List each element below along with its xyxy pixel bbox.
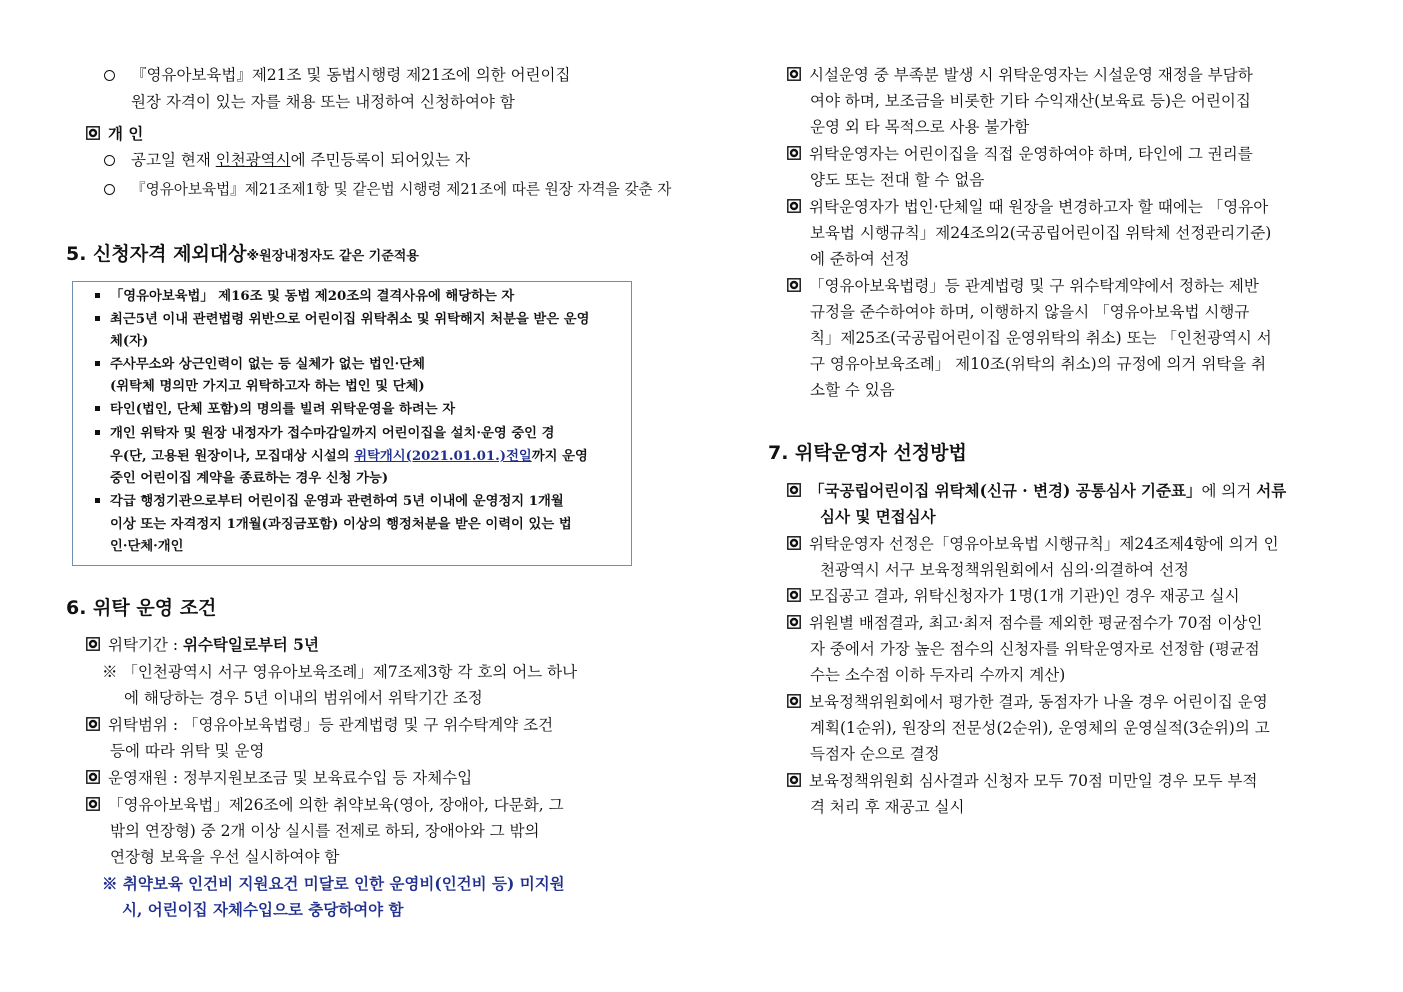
exclusion-item: 각급 행정기관으로부터 어린이집 운영과 관련하여 5년 이내에 운영정지 1개월 <box>95 492 564 512</box>
square-ring-bullet-icon <box>787 694 801 708</box>
square-bullet-icon <box>95 498 100 503</box>
condition-item: 위탁운영자는 어린이집을 직접 운영하여야 하며, 타인에 그 권리를 <box>787 143 1253 165</box>
condition-item-cont: 여야 하며, 보조금을 비롯한 기타 수익재산(보육료 등)은 어린이집 <box>810 92 1251 110</box>
selection-item-cont: 자 중에서 가장 높은 점수의 신청자를 위탁운영자로 선정함 (평균점 <box>810 640 1260 658</box>
selection-item: 모집공고 결과, 위탁신청자가 1명(1개 기관)인 경우 재공고 실시 <box>787 585 1240 607</box>
condition-item-cont: 보육법 시행규칙」제24조의2(국공립어린이집 위탁체 선정관리기준) <box>810 224 1272 242</box>
section-7-title: 7. 위탁운영자 선정방법 <box>768 442 967 464</box>
condition-item-cont: 양도 또는 전대 할 수 없음 <box>810 171 985 189</box>
condition-item-cont: 구 영유아보육조례」 제10조(위탁의 취소)의 규정에 의거 위탁을 취 <box>810 355 1267 373</box>
square-ring-bullet-icon <box>787 536 801 550</box>
exclusion-item-cont: (위탁체 명의만 가지고 위탁하고자 하는 법인 및 단체) <box>110 379 425 394</box>
individual-item: 『영유아보육법』제21조제1항 및 같은법 시행령 제21조에 따른 원장 자격을 갖춘 자 <box>104 179 671 201</box>
square-bullet-icon <box>95 293 100 298</box>
square-ring-bullet-icon <box>86 126 100 140</box>
incheon-link[interactable]: 인천광역시 <box>215 151 291 169</box>
selection-item: 위원별 배점결과, 최고·최저 점수를 제외한 평균점수가 70점 이상인 <box>787 612 1262 634</box>
selection-item: 위탁운영자 선정은「영유아보육법 시행규칙」제24조제4항에 의거 인 <box>787 533 1279 555</box>
section-6-title: 6. 위탁 운영 조건 <box>66 597 217 619</box>
period-note: 에 해당하는 경우 5년 이내의 범위에서 위탁기간 조정 <box>124 689 483 707</box>
care-item-cont: 밖의 연장형) 중 2개 이상 실시를 전제로 하되, 장애아와 그 밖의 <box>110 822 540 840</box>
selection-item-cont: 득점자 순으로 결정 <box>810 745 940 763</box>
condition-item-cont: 운영 외 타 목적으로 사용 불가함 <box>810 118 1030 136</box>
square-bullet-icon <box>95 316 100 321</box>
selection-item-cont: 천광역시 서구 보육정책위원회에서 심의·의결하여 선정 <box>820 561 1190 579</box>
square-bullet-icon <box>95 361 100 366</box>
exclusion-item: 개인 위탁자 및 원장 내정자가 접수마감일까지 어린이집을 설치·운영 중인 경 <box>95 424 554 444</box>
circle-bullet-icon <box>104 155 115 166</box>
exclusion-item-cont: 이상 또는 자격정지 1개월(과징금포함) 이상의 행정처분을 받은 이력이 있는 법 <box>110 517 572 532</box>
square-ring-bullet-icon <box>86 637 100 651</box>
square-ring-bullet-icon <box>787 483 801 497</box>
selection-item: 「국공립어린이집 위탁체(신규 · 변경) 공통심사 기준표」에 의거 서류 <box>787 480 1286 502</box>
intro-line: 원장 자격이 있는 자를 채용 또는 내정하여 신청하여야 함 <box>131 93 515 111</box>
warning-note: ※ 취약보육 인건비 지원요건 미달로 인한 운영비(인건비 등) 미지원 <box>102 874 565 893</box>
condition-item: 위탁운영자가 법인·단체일 때 원장을 변경하고자 할 때에는 「영유아 <box>787 196 1268 218</box>
condition-item-cont: 에 준하여 선정 <box>810 250 910 268</box>
condition-item-cont: 칙」제25조(국공립어린이집 운영위탁의 취소) 또는 「인천광역시 서 <box>810 329 1272 347</box>
exclusion-item-cont: 중인 어린이집 계약을 종료하는 경우 신청 가능) <box>110 471 389 486</box>
selection-item-cont: 격 처리 후 재공고 실시 <box>810 798 965 816</box>
contract-date-link[interactable]: 위탁개시(2021.01.01.)전일 <box>354 449 532 464</box>
circle-bullet-icon <box>104 70 115 81</box>
period-note: ※ 「인천광역시 서구 영유아보육조례」제7조제3항 각 호의 어느 하나 <box>102 663 578 681</box>
individual-heading: 개 인 <box>86 123 143 145</box>
exclusion-item: 최근5년 이내 관련법령 위반으로 어린이집 위탁취소 및 위탁해지 처분을 받은 운영 <box>95 310 589 330</box>
funding-item: 운영재원 : 정부지원보조금 및 보육료수입 등 자체수입 <box>86 767 472 789</box>
period-item: 위탁기간 : 위수탁일로부터 5년 <box>86 634 319 656</box>
care-item: 「영유아보육법」제26조에 의한 취약보육(영아, 장애아, 다문화, 그 <box>86 794 564 816</box>
intro-line: 『영유아보육법』제21조 및 동법시행령 제21조에 의한 어린이집 <box>104 64 570 86</box>
circle-bullet-icon <box>104 184 115 195</box>
square-bullet-icon <box>95 406 100 411</box>
condition-item-cont: 소할 수 있음 <box>810 381 895 399</box>
exclusion-item-cont: 인·단체·개인 <box>110 539 184 554</box>
exclusion-item: 타인(법인, 단체 포함)의 명의를 빌려 위탁운영을 하려는 자 <box>95 400 455 420</box>
square-ring-bullet-icon <box>787 615 801 629</box>
section-5-note: ※원장내정자도 같은 기준적용 <box>246 249 419 264</box>
individual-item: 공고일 현재 인천광역시에 주민등록이 되어있는 자 <box>104 149 470 171</box>
selection-item: 보육정책위원회에서 평가한 결과, 동점자가 나올 경우 어린이집 운영 <box>787 691 1268 713</box>
square-ring-bullet-icon <box>787 199 801 213</box>
care-item-cont: 연장형 보육을 우선 실시하여야 함 <box>110 848 340 866</box>
warning-note: 시, 어린이집 자체수입으로 충당하여야 함 <box>122 900 404 919</box>
scope-item-cont: 등에 따라 위탁 및 운영 <box>110 742 265 760</box>
square-ring-bullet-icon <box>787 773 801 787</box>
square-ring-bullet-icon <box>86 770 100 784</box>
square-ring-bullet-icon <box>787 67 801 81</box>
exclusion-item: 「영유아보육법」 제16조 및 동법 제20조의 결격사유에 해당하는 자 <box>95 287 514 307</box>
exclusion-item-cont: 우(단, 고용된 원장이나, 모집대상 시설의 위탁개시(2021.01.01.)전일까지 운영 <box>110 449 588 464</box>
selection-item-cont: 심사 및 면접심사 <box>820 507 936 526</box>
square-ring-bullet-icon <box>787 588 801 602</box>
selection-item-cont: 수는 소수점 이하 두자리 수까지 계산) <box>810 666 1066 684</box>
square-ring-bullet-icon <box>86 797 100 811</box>
square-ring-bullet-icon <box>787 146 801 160</box>
exclusion-item: 주사무소와 상근인력이 없는 등 실체가 없는 법인·단체 <box>95 355 425 375</box>
square-bullet-icon <box>95 430 100 435</box>
section-5-title: 5. 신청자격 제외대상※원장내정자도 같은 기준적용 <box>66 243 419 265</box>
selection-item-cont: 계획(1순위), 원장의 전문성(2순위), 운영체의 운영실적(3순위)의 고 <box>810 719 1270 737</box>
condition-item-cont: 규정을 준수하여야 하며, 이행하지 않을시 「영유아보육법 시행규 <box>810 303 1250 321</box>
square-ring-bullet-icon <box>86 717 100 731</box>
condition-item: 「영유아보육법령」등 관계법령 및 구 위수탁계약에서 정하는 제반 <box>787 275 1259 297</box>
exclusion-item-cont: 체(자) <box>110 334 149 349</box>
square-ring-bullet-icon <box>787 278 801 292</box>
scope-item: 위탁범위 : 「영유아보육법령」등 관계법령 및 구 위수탁계약 조건 <box>86 714 553 736</box>
condition-item: 시설운영 중 부족분 발생 시 위탁운영자는 시설운영 재정을 부담하 <box>787 64 1253 86</box>
selection-item: 보육정책위원회 심사결과 신청자 모두 70점 미만일 경우 모두 부적 <box>787 770 1257 792</box>
